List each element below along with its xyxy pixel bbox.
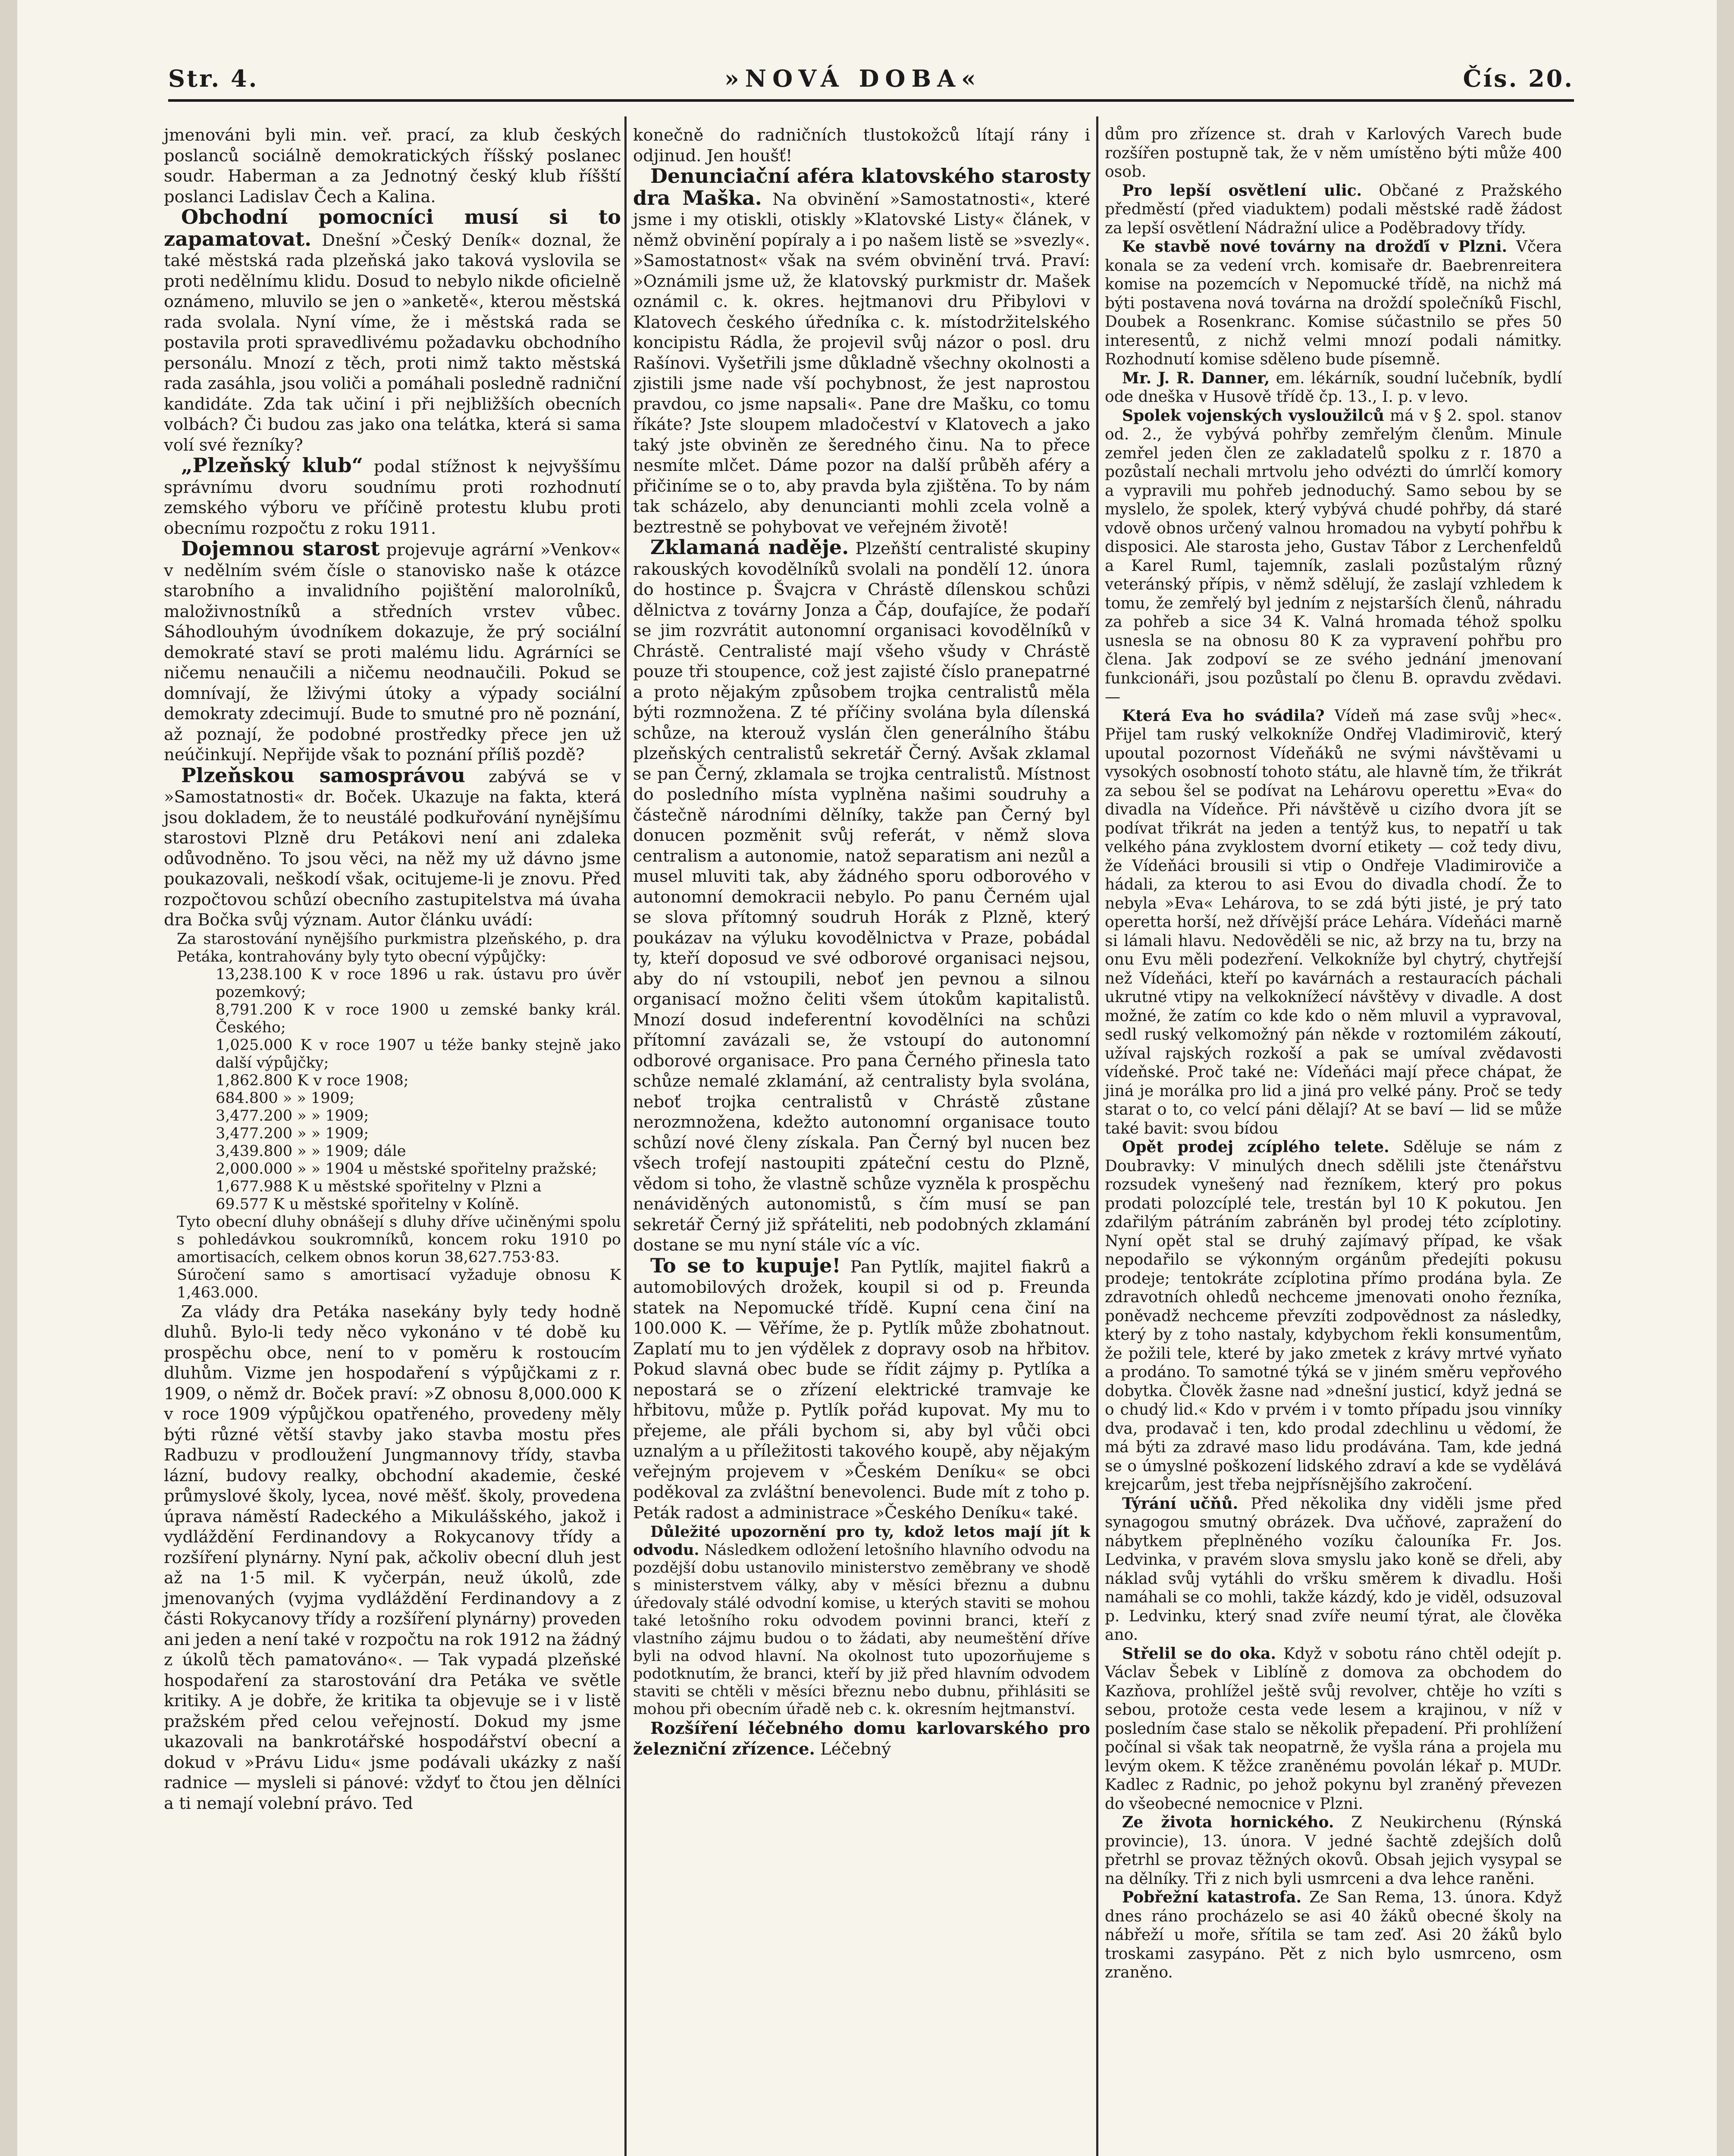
article-headline: Spolek vojenských vysloužilců — [1122, 406, 1384, 425]
loan-line: 8,791.200 K v roce 1900 u zemské banky král. Českého; — [216, 1001, 621, 1036]
article-block — [1105, 407, 1562, 707]
article-block — [164, 207, 621, 455]
loan-line: 3,439.800 » » 1909; dále — [216, 1142, 406, 1160]
article-text: Na obvinění »Samostatnosti«, které jsme i my otiskli, otiskly »Klatovské Listy« článek, v němž obvinění popíraly a i po našem listě se »svezly«. »Samostatnost« však na svém obvinění trvá. Praví: »Oznámili jsme už, že klatovský purkmistr dr. Mašek oznámil c. k. okres. hejtmanovi dru Přibylovi v Klatovech českého úředníka c. k. místodržitelského koncipistu Rádla, že projevil svůj názor o posl. dru Rašínovi. Vyšetřili jsme důkladně všechny okolnosti a zjistili jsme nade vší pochybnost, že jest naprostou pravdou, co jsme napsali«. Pane dre Mašku, co tomu říkáte? Jste sloupem mladočeství v Klatovech a jako taký jste obviněn ze šeredného činu. Na to přece nesmíte mlčet. Dáme pozor na další průběh aféry a přičiníme se o to, aby pravda byla zjištěna. To by nám tak scházelo, aby denuncianti mohli zcela volně a beztrestně se pohybovat ve veřejném životě! — [633, 189, 1090, 537]
article-text: má v § 2. spol. stanov od. 2., že vybývá pohřby zemřelým členům. Minule zemřel jeden člen ze zakladatelů spolku z r. 1870 a pozůstalí nechali mrtvolu jeho odvézti do úmrlčí komory a vypravili mu pohřeb jednoduchý. Samo sebou by se myslelo, že spolek, který vybývá chudé pohřby, dá staré vdově obnos určený valnou hromadou na vybytí pohřbu k disposici. Ale starosta jeho, Gustav Tábor z Lerchenfeldů a Karel Ruml, tajemník, zaslali pozůstalým různý veteránský přípis, v němž sdělují, že zaslají vzhledem k tomu, že zemřelý byl jedním z nejstarších členů, náhradu za pohřeb a sice 34 K. Valná hromada téhož spolku usnesla se na obnosu 80 K za vypravení pohřbu pro člena. Jak zodpoví se ze svého jednání jmenovaní funkcionáři, jsou pozůstalí po členu B. opravdu zvědavi. — — [1105, 407, 1562, 706]
article-block — [633, 537, 1090, 1256]
column-divider — [1096, 116, 1098, 2156]
article-text: Pan Pytlík, majitel fiakrů a automobilových drožek, koupil si od p. Freunda statek na Nepomucké třídě. Kupní cena činí na 100.000 K. — Věříme, že p. Pytlík může zbohatnout. Zaplatí mu to jen výdělek z dopravy osob na hřbitov. Pokud slavná obec bude se řídit zájmy p. Pytlíka a nepostará se o zřízení elektrické tramvaje ke hřbitovu, může p. Pytlík pořád kupovat. My mu to přejeme, ale přáli bychom si, aby byl vůči obci uznalým a u příležitosti takového koupě, aby nějakým veřejným projevem v »Českém Deníku« se obci poděkoval za zvláštní benevolenci. Bude mít z toho p. Peták radost a administrace »Českého Deníku« také. — [633, 1257, 1090, 1523]
article-text: Následkem odložení letošního hlavního odvodu na pozdější dobu ustanovilo ministerstvo zeměbrany ve shodě s ministerstvem války, aby v měsíci březnu a dubnu úředovaly stálé odvodní komise, u kterých staviti se mohou také letošního roku odvodem povinni branci, kteří z vlastního zájmu budou o to žádati, aby neumeštění dříve byli na odvod hlavní. Na okolnost tuto upozorňujeme s podotknutím, že branci, kteří by již před hlavním odvodem staviti se chtěli v měsíci březnu nebo dubnu, přihlásiti se mohou při obecním úřadě neb c. k. okresním hejtmanství. — [633, 1542, 1090, 1718]
column-divider — [624, 116, 627, 2156]
loan-line: 3,477.200 » » 1909; — [216, 1125, 369, 1142]
article-headline: Pobřežní katastrofa. — [1122, 1888, 1302, 1906]
issue-number: Čís. 20. — [1463, 65, 1574, 92]
article-block — [1105, 1495, 1562, 1645]
article-text: Sděluje se nám z Doubravky: V minulých dnech sdělili jste čtenářstvu rozsudek vynešený nad řezníkem, který pro pokus prodati polozcíplé tele, trestán byl 10 K pokutou. Jen zdařilým pátráním zabráněn byl prodej této zcíplotiny. Nyní opět stal se druhý zajímavý případ, ke však nepodařilo se výkonným orgánům předejíti pokusu prodeje; tentokráte zcíplotina přímo prodána byla. Ze zdravotních ohledů nechceme jmenovati onoho řezníka, poněvadž nechceme převzíti zodpovědnost za následky, který by z toho nastaly, kdybychom řekli konsumentům, že požili tele, které by jako zmetek z krávy mrtvé vyňato a prodáno. To samotné týká se v jiném směru vepřového dobytka. Člověk žasne nad »dnešní justicí, když jedná se o chudý lid.« Kdo v prvém i v tomto případu jsou vinníky dva, prodavač i ten, kdo prodal zdechlinu u vědomí, že má býti za zdravé maso lidu prodávána. Tam, kde jedná se o úmyslné poškození lidského zdraví a kde se vydělává krejcarům, jest třeba nejpřísnějšího zakročení. — [1105, 1138, 1562, 1494]
loan-line: 684.800 » » 1909; — [216, 1089, 354, 1107]
article-headline: Dojemnou starost — [181, 537, 380, 560]
article-text: Dnešní »Český Deník« doznal, že také městská rada plzeňská jako taková vyslovila se proti nedělnímu klidu. Dosud to nebylo nikde oficielně oznámeno, mluvilo se jen o »anketě«, kterou městská rada svolala. Nyní víme, že i městská rada se postavila proti spravedlivému požadavku obchodního personálu. Mnozí z těch, proti nimž takto městská rada zasáhla, jsou voliči a pomáhali posledně radniční kandidáte. Zda tak učiní i při nejbližších obecních volbách? Či budou zas jako ona telátka, která si sama volí své řezníky? — [164, 230, 621, 455]
article-headline: Týrání učňů. — [1122, 1494, 1239, 1513]
article-text: em. lékárník, soudní lučebník, bydlí ode dneška v Husově třídě čp. 13., I. p. v levo. — [1105, 369, 1562, 406]
quote-text: Tyto obecní dluhy obnášejí s dluhy dříve učiněnými spolu s pohledávkou soukromníků, koncem roku 1910 po amortisacích, celkem obnos korun 38,627.753·83. — [177, 1213, 621, 1266]
column-1 — [164, 125, 621, 1814]
article-text: jmenováni byli min. veř. prací, za klub českých poslanců sociálně demokratických říšský poslanec soudr. Haberman a za Jednotný český klub říšští poslanci Ladislav Čech a Kalina. — [164, 125, 621, 207]
article-block — [1105, 1888, 1562, 1982]
article-headline: Důležité upozornění pro ty, kdož letos mají jít k odvodu. — [633, 1523, 1090, 1559]
article-text: Včera konala se za vedení vrch. komisaře dr. Baebrenreitera komise na pozemcích v Nepomucké třídě, na nichž má býti postavena nová továrna na droždí společníků Fischl, Doubek a Rosenkranc. Komise súčastnilo se přes 50 interesentů, z nichž velmi mnozí podali námitky. Rozhodnutí komise sděleno bude písemně. — [1105, 238, 1562, 368]
article-headline: Která Eva ho svádila? — [1122, 706, 1325, 725]
article-headline: Plzeňskou samosprávou — [181, 763, 465, 787]
article-text: Když v sobotu ráno chtěl odejít p. Václav Šebek v Liblíně z domova za obchodem do Kazňova, prohlížel ještě svůj revolver, chtěje ho vzíti s sebou, protože cesta vede lesem a krajinou, v níž v posledním čase stalo se několik přepadení. Při prohlížení počínal si však tak neopatrně, že vyšla rána a projela mu levým okem. K těžce zraněnému povolán lékař p. MUDr. Kadlec z Radnic, po jehož pokynu byl zraněný převezen do všeobecné nemocnice v Plzni. — [1105, 1645, 1562, 1813]
article-block — [633, 1718, 1090, 1759]
article-headline: Zklamaná naděje. — [650, 536, 849, 559]
article-block — [164, 765, 621, 931]
article-headline: Ke stavbě nové továrny na drožďí v Plzni. — [1122, 238, 1507, 256]
article-text: dům pro zřízence st. drah v Karlových Varech bude rozšířen postupně tak, že v něm umístěno býti může 400 osob. — [1105, 125, 1562, 181]
article-text: Před několika dny viděli jsme před synagogou smutný obrázek. Dva učňové, zapražení do nábytkem přeplněného vozíku čalouníka Fr. Jos. Ledvinka, v pravém slova smyslu jako koně se dřeli, aby náklad svůj vytáhli do vršku směrem k divadlu. Hoši namáhali se co mohli, takže kázdý, kdo je viděl, odsuzoval p. Ledvinku, který snad zvíře neumí týrat, ale člověka ano. — [1105, 1495, 1562, 1644]
article-headline: Střelil se do oka. — [1122, 1644, 1276, 1663]
loan-line: 69.577 K u městské spořitelny v Kolíně. — [216, 1195, 520, 1213]
article-block — [1105, 1813, 1562, 1888]
loan-line: 3,477.200 » » 1909; — [216, 1107, 369, 1125]
article-text: Za vlády dra Petáka nasekány byly tedy hodně dluhů. Bylo-li tedy něco vykonáno v té době ku prospěchu obce, není to v poměru k rostoucím dluhům. Vizme jen hospodaření s výpůjčkami z r. 1909, o němž dr. Boček praví: »Z obnosu 8,000.000 K v roce 1909 výpůjčkou opatřeného, provedeny měly býti různé větší stavby jako stavba mostu přes Radbuzu v prodloužení Jungmannovy třídy, stavba lázní, budovy realky, obchodní akademie, české průmyslové školy, lycea, nové měšť. školy, provedena úprava náměstí Radeckého a Mikulášského, jakož i vydláždění Ferdinandovy a Rokycanovy třídy a rozšíření plynárny. Nyní pak, ačkoliv obecní dluh jest až na 1·5 mil. K vyčerpán, neuž úkolů, zde jmenovaných (vyjma vydláždění Ferdinandovy a z části Rokycanovy třídy a rozšíření plynárny) proveden ani jeden a není také v rozpočtu na rok 1912 na žádný z úkolů těch pamatováno«. — Tak vypadá plzeňské hospodaření za starostování dra Petáka ve světle kritiky. A je dobře, že kritika ta objevuje se i v listě pražském před celou veřejností. Dokud my jsme ukazovali na bankrotářské hospodářství obecní a dokud v »Právu Lidu« jsme podávali ukázky z naší radnice — mysleli si pánové: vždyť to čtou jen dělníci a ti nemají volební právo. Ted — [164, 1302, 621, 1813]
article-headline: Mr. J. R. Danner, — [1122, 369, 1270, 387]
article-text: zabývá se v »Samostatnosti« dr. Boček. Ukazuje na fakta, která jsou dokladem, že to neustálé podkuřování nynějšímu starostovi Plzně dru Petákovi není ani zdaleka odůvodněno. To jsou věci, na něž my už dávno jsme poukazovali, neškodí však, ocitujeme-li je znovu. Před rozpočtovou schůzí obecního zastupitelstva má úvaha dra Bočka svůj význam. Autor článku uvádí: — [164, 767, 621, 930]
loan-line: 1,862.800 K v roce 1908; — [216, 1072, 409, 1089]
page-number: Str. 4. — [168, 65, 259, 92]
article-block — [164, 455, 621, 539]
article-text: konečně do radničních tlustokožců lítají rány i odjinud. Jen houšť! — [633, 125, 1090, 166]
article-block — [1105, 707, 1562, 1138]
article-headline: Pro lepší osvětlení ulic. — [1122, 181, 1362, 200]
article-text: Vídeň má zase svůj »hec«. Přijel tam ruský velkokníže Ondřej Vladimirovič, který upoutal pozornost Vídeňáků ne svými návštěvami u vysokých osobností tohoto státu, ale hlavně tím, že třikrát za sebou šel se podívat na Lehárovu operettu »Eva« do divadla na Vídeňce. Při návštěvě u cizího dvora jít se podívat třikrát na jeden a tentýž kus, to nepatří u tak velkého pána zvyklostem dvorní etikety — což tedy divu, že Vídeňáci brousili si vtip o Ondřeje Vladimiroviče a hádali, za kterou to asi Evou do divadla chodí. Že to nebyla »Eva« Lehárova, to se zdá býti jisté, je prý tato operetta horší, než dřívější práce Lehára. Vídeňáci marně si lámali hlavu. Nedověděli se nic, až brzy na tu, brzy na onu Evu měli podezření. Velkokníže byl chytrý, chytřejší než Vídeňáci, kteří po kavárnách a restauracích páchali ukrutné vtipy na velkoknížecí návštěvy v divadle. A dost možné, že zatím co kde kdo o něm mluvil a vypravoval, sedl ruský velkomožný pán někde v roztomilém zákoutí, užíval rajských rozkoší a pak se umíval zvědavosti vídeňské. Proč také ne: Vídeňáci mají přece chápat, že jiná je morálka pro lid a jiná pro velké pány. Proč se tedy starat o to, co velcí páni dělají? At se baví — lid se může také bavit: svou bídou — [1105, 707, 1562, 1138]
quote-text: Súročení samo s amortisací vyžaduje obnosu K 1,463.000. — [177, 1266, 621, 1301]
article-text: podal stížnost k nejvyššímu správnímu dvoru soudnímu proti rozhodnutí zemského výboru ve příčině protestu klubu proti obecnímu rozpočtu z roku 1911. — [164, 457, 621, 538]
article-headline: Ze života hornického. — [1122, 1813, 1334, 1831]
article-block — [633, 166, 1090, 537]
article-block — [164, 539, 621, 765]
article-text: Z Neukirchenu (Rýnská provincie), 13. února. V jedné šachtě zdejších dolů přetrhl se provaz těžných okovů. Obsah jejich vysypal se na dělníky. Tři z nich byli usmrceni a dva lehce raněni. — [1105, 1814, 1562, 1888]
article-headline: Rozšíření léčebného domu karlovarského pro železniční zřízence. — [633, 1719, 1090, 1759]
article-block — [1105, 182, 1562, 238]
article-block — [633, 1523, 1090, 1718]
article-block — [1105, 238, 1562, 369]
column-3 — [1105, 125, 1562, 1982]
newspaper-title: »NOVÁ DOBA« — [724, 65, 982, 92]
article-block — [1105, 1645, 1562, 1814]
article-block — [1105, 369, 1562, 407]
column-2 — [633, 125, 1090, 1759]
loan-line: 13,238.100 K v roce 1896 u rak. ústavu pro úvěr pozemkový; — [216, 965, 621, 1001]
loan-line: 1,025.000 K v roce 1907 u téže banky stejně jako další výpůjčky; — [216, 1036, 621, 1072]
quote-text: Za starostování nynějšího purkmistra plzeňského, p. dra Petáka, kontrahovány byly tyto obecní výpůjčky: — [177, 930, 621, 965]
article-text: Léčebný — [820, 1739, 891, 1759]
article-headline: Obchodní pomocníci musí si to zapamatovat. — [164, 205, 621, 251]
article-headline: Opět prodej zcíplého telete. — [1122, 1138, 1389, 1156]
article-block — [633, 1253, 1090, 1523]
page-edge-left — [0, 0, 17, 2156]
loan-line: 1,677.988 K u městské spořitelny v Plzni a — [216, 1178, 542, 1195]
article-text: Plzeňští centralisté skupiny rakouských kovodělníků svolali na pondělí 12. února do hostince p. Švajcra v Chrástě dílenskou schůzi dělnictva z továrny Jonza a Čáp, doufajíce, že podaří se jim rozvrátit autonomní organisaci kovodělníků v Chrástě. Centralisté mají všeho všudy v Chrástě pouze tři stoupence, což jest zajisté číslo pranepatrné a proto nějakým způsobem trojka centralistů měla býti rozmnožena. Z té příčiny svolána byla dílenská schůze, na kterouž vyslán člen generálního štábu plzeňských centralistů sekretář Černý. Avšak zklamal se pan Černý, zklamala se trojka centralistů. Místnost do posledního místa vyplněna našimi soudruhy a částečně národními dělníky, takže pan Černý byl donucen pozměnit svůj referát, v němž slova centralism a autonomie, natož separatism ani nezůl a musel mluviti tak, aby žádného sporu odborového v autonomní demokracii nebylo. Po panu Černém ujal se slova přítomný soudruh Horák z Plzně, který poukázav na výluku kovodělnictva v Praze, pobádal ty, kteří doposud ve své odborové organisaci nejsou, aby do ní vstoupili, neboť jen pevnou a silnou organisací možno čeliti všem útokům kapitalistů. Mnozí dosud indeferentní kovodělníci na schůzi přítomní zavázali se, že vstoupí do autonomní odborové organisace. Pro pana Černého přinesla tato schůze nemalé zklamání, až centralisty byla svolána, neboť trojka centralistů v Chrástě zůstane nerozmnožena, kdežto autonomní organisace touto schůzí nové členy získala. Pan Černý byl nucen bez všech trofejí nastoupiti zpáteční cestu do Plzně, vědom si toho, že vlastně schůze vyzněla k prospěchu nenáviděných autonomistů, s čím musí se pan sekretář Černý již spřáteliti, neb podobných zklamání dostane se mu nyní stále víc a víc. — [633, 539, 1090, 1255]
article-headline: To se to kupuje! — [650, 1253, 841, 1277]
article-text: Občané z Pražského předměstí (před viaduktem) podali městské radě žádost za lepší osvětlení Nádražní ulice a Poděbradovy třídy. — [1105, 182, 1562, 237]
article-block — [1105, 1138, 1562, 1495]
article-headline: Denunciační aféra klatovského starosty dra Maška. — [633, 164, 1090, 210]
loan-line: 2,000.000 » » 1904 u městské spořitelny pražské; — [216, 1160, 597, 1178]
article-text: Ze San Rema, 13. února. Když dnes ráno procházelo se asi 40 žáků obecné školy na nábřeží u moře, sřítila se tam zeď. Asi 20 žáků bylo troskami zasypáno. Pět z nich bylo usmrceno, osm zraněno. — [1105, 1889, 1562, 1981]
page-header — [168, 65, 1574, 102]
page-edge-right — [1717, 0, 1734, 2156]
article-headline: „Plzeňský klub“ — [181, 454, 363, 477]
article-text: projevuje agrární »Venkov« v nedělním svém čísle o stanovisko naše k otázce starobního a invalidního pojištění malorolníků, maloživnostníků a středních vrstev vůbec. Sáhodlouhým úvodníkem dokazuje, že prý sociální demokraté staví se proti malému lidu. Agrárníci se ničemu nenaučili a ničemu neodnaučili. Pokud se domnívají, že lživými útoky a výpady sociální demokraty zdecimují. Bude to smutné pro ně poznání, až poznají, že podobné prostředky přece jen už neúčinkují. Nepřijde však to poznání příliš pozdě? — [164, 540, 621, 765]
